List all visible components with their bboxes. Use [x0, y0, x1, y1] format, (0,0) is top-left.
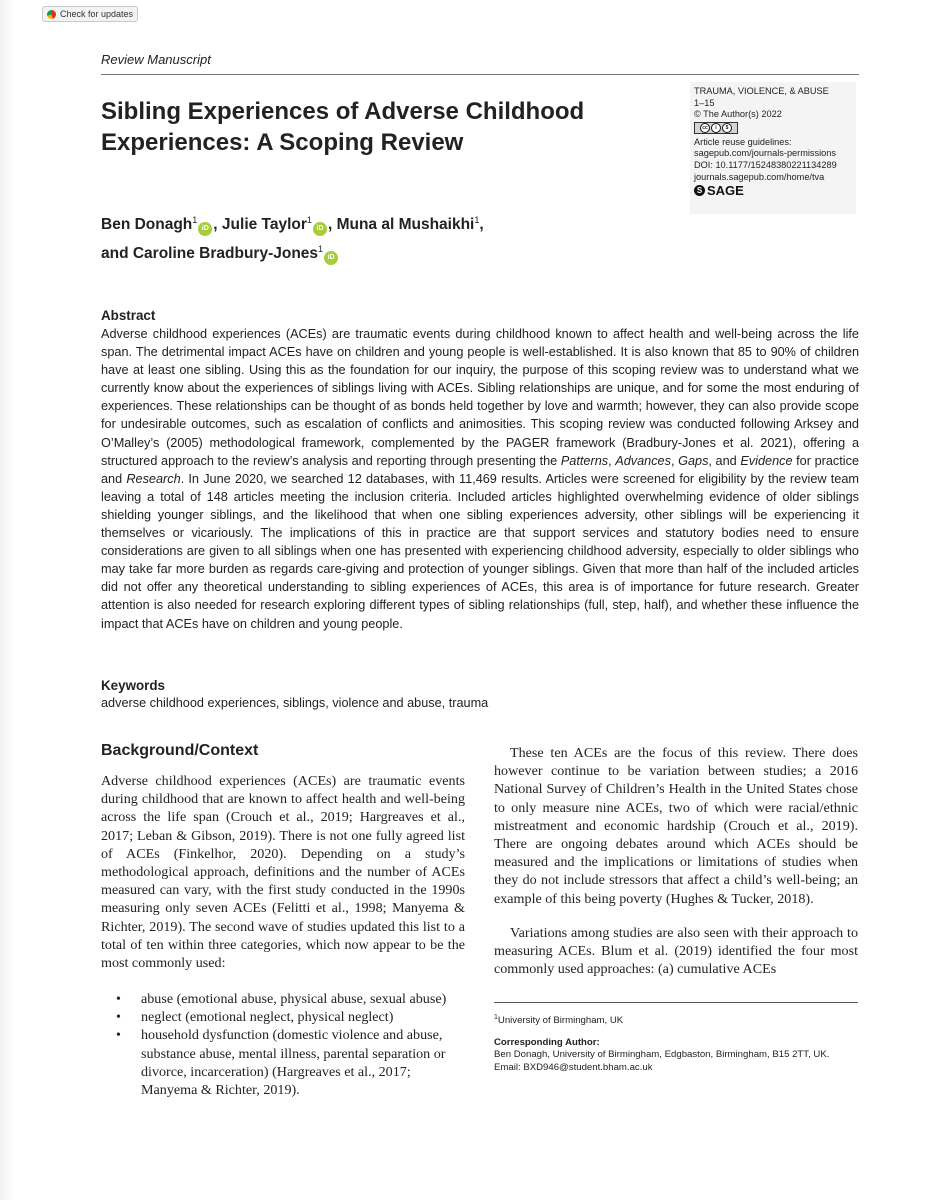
background-paragraph-1: Adverse childhood experiences (ACEs) are traumatic events during childhood that are known to affect health and well-being across the life span (Crouch et al., 2019; Hargreaves et al., 2017; Leban & Gibson, 2019). There is not one fully agreed list of ACEs (Finkelhor, 2020). Depending on a study’s methodological approach, definitions and the number of ACEs measured can vary, with the first study conducted in the 1990s measuring only seven ACEs (Felitti et al., 1998; Manyema & Richter, 2019). The second wave of studies updated this list to a total of ten within three categories, which now appear to be the most commonly used:: [101, 773, 465, 972]
author-3[interactable]: [337, 216, 484, 233]
abstract-separator: ,: [608, 453, 616, 468]
crossmark-icon: [47, 10, 56, 19]
manuscript-type: Review Manuscript: [101, 52, 211, 67]
nc-icon: $: [722, 123, 732, 133]
journal-name: TRAUMA, VIOLENCE, & ABUSE: [694, 86, 829, 96]
abstract-heading: Abstract: [101, 308, 156, 323]
orcid-icon[interactable]: iD: [198, 222, 212, 236]
abstract-separator: , and: [708, 453, 741, 468]
by-icon: i: [711, 123, 721, 133]
doi[interactable]: DOI: 10.1177/15248380221134289: [694, 159, 837, 170]
header-divider: [101, 74, 859, 75]
list-item-text: household dysfunction (domestic violence and abuse, substance abuse, mental illness, parental separation or divorce, incarceration) (Hargreaves et al., 2017; Manyema & Richter, 2019).: [141, 1027, 446, 1099]
cc-license-badge[interactable]: [694, 122, 738, 134]
page-edge-shadow: [0, 0, 14, 1200]
bullet-icon: •: [116, 1027, 121, 1044]
keywords-text: adverse childhood experiences, siblings, violence and abuse, trauma: [101, 696, 489, 710]
author-separator: ,: [327, 216, 337, 234]
author-affiliation-marker: 1: [306, 215, 312, 225]
author-separator: ,: [213, 216, 222, 234]
corresponding-author-address: Ben Donagh, University of Birmingham, Edgbaston, Birmingham, B15 2TT, UK.: [494, 1049, 830, 1061]
author-affiliation-marker: 1: [318, 244, 324, 255]
list-item: [101, 990, 465, 1008]
footnote-divider: [494, 1002, 858, 1003]
sage-logo-text: SAGE: [707, 183, 744, 199]
abstract-separator: ,: [670, 453, 679, 468]
sage-logo: [694, 185, 856, 197]
bullet-icon: •: [116, 991, 121, 1007]
abstract-separator: for practice and: [101, 453, 859, 486]
background-paragraph-2: These ten ACEs are the focus of this review. There does however continue to be variation between studies; a 2016 National Survey of Children’s Health in the United States chose to only measure nine ACEs, two of which were racial/ethnic mistreatment and economic hardship (Crouch et al., 2019). There are ongoing debates around which ACEs should be measured and the implications or limitations of studies when they do not include stressors that affect a child’s well-being; an example of this being poverty (Hughes & Tucker, 2018).: [494, 745, 858, 907]
abstract-italic-evidence: Evidence: [740, 453, 793, 468]
author-name: Ben Donagh: [101, 216, 193, 234]
affiliation-marker: 1: [494, 1014, 498, 1021]
keywords-heading: Keywords: [101, 678, 165, 693]
affiliation-footnote: [494, 1012, 858, 1028]
author-2[interactable]: [222, 216, 337, 233]
title-line-2: Experiences: A Scoping Review: [101, 129, 464, 156]
bullet-icon: •: [116, 1009, 121, 1026]
author-affiliation-marker: 1: [192, 215, 198, 225]
list-item: [101, 1008, 465, 1026]
journal-home-link[interactable]: journals.sagepub.com/home/tva: [694, 171, 825, 182]
author-name: Muna al Mushaikhi: [336, 216, 475, 234]
journal-copyright: © The Author(s) 2022: [694, 109, 782, 120]
sage-logo-icon: S: [694, 185, 705, 196]
affiliation-text: University of Birmingham, UK: [497, 1015, 624, 1027]
reuse-link[interactable]: sagepub.com/journals-permissions: [694, 148, 836, 159]
author-separator: ,: [479, 216, 484, 234]
author-1[interactable]: [101, 216, 222, 233]
journal-pages: 1–15: [694, 97, 715, 108]
article-title: [101, 96, 661, 158]
journal-info-box: [690, 82, 856, 214]
author-affiliation-marker: 1: [474, 215, 480, 225]
abstract-text: [101, 325, 859, 633]
check-for-updates-label: Check for updates: [60, 9, 134, 19]
cc-icon: cc: [700, 123, 710, 133]
background-heading: Background/Context: [101, 742, 259, 759]
orcid-icon[interactable]: iD: [324, 251, 338, 265]
list-item-text: neglect (emotional neglect, physical neglect): [141, 1009, 394, 1026]
list-item: [101, 1026, 465, 1099]
ace-category-list: [101, 990, 465, 1099]
abstract-italic-gaps: Gaps: [678, 453, 709, 468]
reuse-label: Article reuse guidelines:: [694, 136, 792, 147]
author-list: [101, 208, 661, 266]
author-4[interactable]: [101, 245, 339, 262]
check-for-updates-button[interactable]: [42, 6, 138, 22]
footnotes: [494, 1012, 858, 1075]
list-item-text: abuse (emotional abuse, physical abuse, sexual abuse): [141, 991, 447, 1007]
orcid-icon[interactable]: iD: [313, 222, 327, 236]
abstract-italic-patterns: Patterns: [560, 453, 609, 468]
abstract-part-1: Adverse childhood experiences (ACEs) are traumatic events during childhood known to affect health and well-being across the life span. The detrimental impact ACEs have on children and young people is well-established. It is also known that 85 to 90% of children have at least one sibling. Using this as the foundation for our inquiry, the purpose of this scoping review was to understand what we currently know about the experiences of siblings living with ACEs. Sibling relationships are unique, and for some the most enduring of experiences. These relationships can be thought of as bonds held together by love and warmth; however, they can also provide scope for undesirable outcomes, such as escalation of conflicts and animosities. This scoping review was conducted following Arksey and O’Malley’s (2005) methodological framework, complemented by the PAGER framework (Bradbury-Jones et al. 2021), offering a structured approach to the review’s analysis and reporting through presenting the: [101, 327, 859, 468]
corresponding-author-email[interactable]: Email: BXD946@student.bham.ac.uk: [494, 1061, 653, 1073]
abstract-part-2: . In June 2020, we searched 12 databases, with 11,469 results. Articles were screened for eligibility by the review team leaving a total of 148 articles meeting the inclusion criteria. Included articles highlighted overwhelming evidence of older siblings shielding younger siblings, and the likelihood that when one sibling experiences adversity, other siblings will be experiencing it themselves or vicariously. The implications of this in practice are that support services and statutory bodies need to ensure considerations are given to all siblings when one has presented with experiencing childhood adversity, especially to older siblings who may take far more burden as regards care-giving and protection of younger siblings. Given that more than half of the included articles did not offer any theoretical understanding to sibling experiences of ACEs, this area is of importance for future research. Greater attention is also needed for research exploring different types of sibling relationships (full, step, half), and whether these influence the impact that ACEs have on children and young people.: [101, 471, 859, 631]
corresponding-author-label: Corresponding Author:: [494, 1036, 600, 1048]
background-paragraph-3: Variations among studies are also seen with their approach to measuring ACEs. Blum et al. (2019) identified the four most commonly used approaches: (a) cumulative ACEs: [494, 925, 858, 978]
title-line-1: Sibling Experiences of Adverse Childhood: [101, 98, 585, 125]
author-name: and Caroline Bradbury-Jones: [101, 245, 319, 263]
author-name: Julie Taylor: [221, 216, 307, 234]
abstract-italic-advances: Advances: [615, 453, 671, 468]
abstract-italic-research: Research: [126, 471, 181, 486]
